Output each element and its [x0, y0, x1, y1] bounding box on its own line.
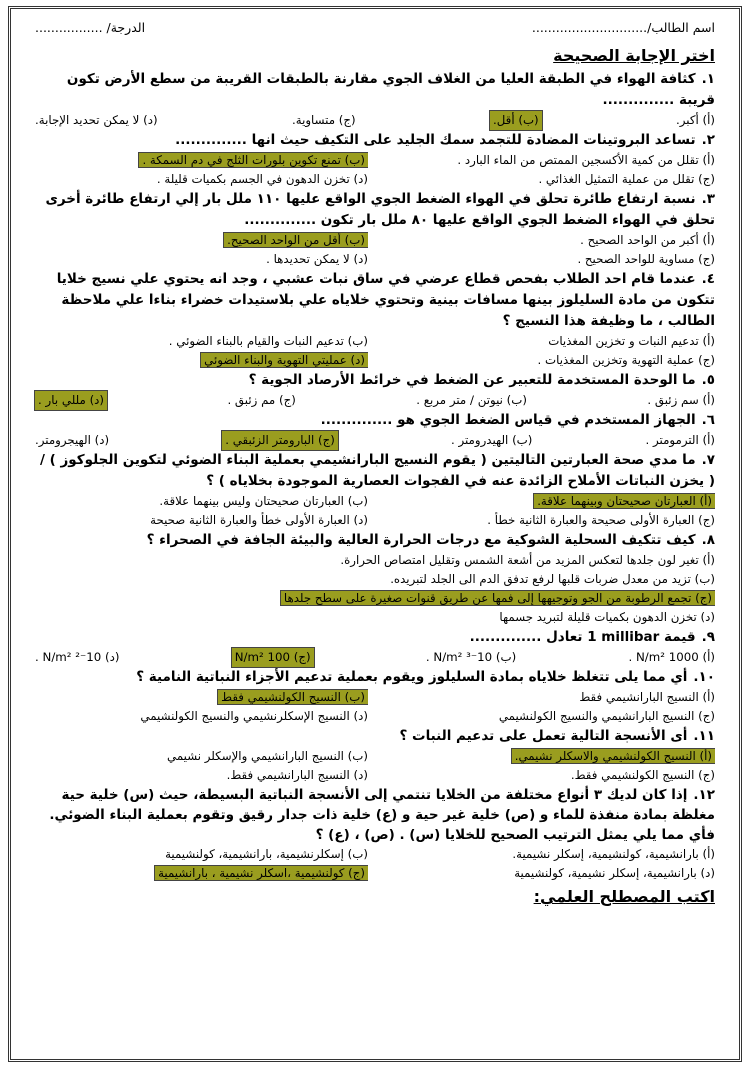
option-c[interactable]: (ج) النسيج البارانشيمي والنسيج الكولنشيمي [498, 709, 715, 723]
option-a[interactable]: (أ) أكبر من الواحد الصحيح . [580, 233, 715, 247]
question-5 [35, 370, 715, 410]
grade-field[interactable]: الدرجة/ ................. [35, 19, 146, 35]
option-a[interactable]: (أ) تغير لون جلدها لتعكس المزيد من أشعة الشمس وتقليل امتصاص الحرارة. [340, 553, 715, 567]
question-1 [35, 69, 715, 130]
question-text-before: قيمة [664, 629, 696, 645]
option-d[interactable]: (د) لا يمكن تحديدها . [266, 252, 368, 266]
question-number: ١٢. [693, 787, 715, 803]
student-name-field[interactable]: اسم الطالب/............................. [531, 19, 715, 35]
option-c[interactable]: (ج) العبارة الأولى صحيحة والعبارة الثانية خطأ . [487, 513, 715, 527]
section-title-terms: اكتب المصطلح العلمي: [533, 887, 715, 906]
option-c-answer[interactable]: (ج) كولنشيمية ،اسكلر نشيمية ، بارانشيمية [155, 866, 368, 880]
question-7 [35, 450, 715, 530]
question-11 [35, 726, 715, 785]
question-number: ٤. [701, 271, 715, 287]
question-text: تساعد البروتينات المضادة للتجمد سمك الجليد على التكيف حيث انها .............. [175, 132, 696, 148]
question-number: ٦. [701, 412, 715, 428]
option-a[interactable]: (أ) النسيج البارانشيمي فقط [579, 690, 715, 704]
question-text: كثافة الهواء في الطبقة العليا من الغلاف الجوي مقارنة بالطبقات القريبة من سطع الأرض تكون قريبة .............. [66, 71, 715, 108]
option-d[interactable]: (د) 10⁻² N/m² . [35, 650, 120, 664]
option-d-answer[interactable]: (د) عمليتي التهوية والبناء الضوئي [201, 353, 368, 367]
question-text: نسبة ارتفاع طائرة تحلق في الهواء الضغط الجوي الواقع عليها ١١٠ ملل بار إلي ارتفاع طائرة أخرى تحلق في الهواء الضغط الجوي الواقع عليها ٨٠ ملل بار تكون .............. [45, 191, 715, 228]
question-number: ١. [701, 71, 715, 87]
question-text: إذا كان لديك ٣ أنواع مختلفة من الخلايا تنتمي إلى الأنسجة النباتية البسيطة، حيث (س) خلية حية مغلظة بمادة منفذة للماء و (ص) خلية غير حية و (ع) خلية ذات جدار رقيق وتقوم بعملية البناء الضوئي. فأي مما يلي يمثل الترتيب الصحيح للخلايا (س) . (ص) ، (ع) ؟ [49, 787, 715, 843]
option-c[interactable]: (ج) مم زئبق . [227, 393, 296, 407]
question-text: عندما قام احد الطلاب بفحص قطاع عرضي في ساق نبات عشبي ، وجد انه يحتوي علي نسيج خلايا تتكون من مادة السليلوز بينها مسافات بينية وتحتوي خلاياه علي بلاستيدات خضراء بناءا علي ملاحظة الطالب ، ما وظيفة هذا النسيج ؟ [56, 271, 715, 329]
question-number: ٩. [701, 629, 715, 645]
question-8 [35, 530, 715, 627]
option-d[interactable]: (د) النسيج البارانشيمي فقط. [226, 768, 368, 782]
option-a[interactable]: (أ) تدعيم النبات و تخزين المغذيات [548, 334, 715, 348]
option-c-answer[interactable]: (ج) البارومتر الزئبقي . [222, 431, 338, 450]
option-c[interactable]: (ج) النسيج الكولنشيمي فقط. [570, 768, 715, 782]
question-text: كيف تتكيف السحلية الشوكية مع درجات الحرارة العالية والبيئة الجافة في الصحراء ؟ [146, 532, 696, 548]
option-b-answer[interactable]: (ب) النسيج الكولنشيمي فقط [218, 690, 368, 704]
option-b[interactable]: (ب) العبارتان صحيحتان وليس بينهما علاقة. [159, 494, 368, 508]
question-text: أى الأنسجة التالية تعمل على تدعيم النبات ؟ [399, 728, 688, 744]
option-c[interactable]: (ج) تقلل من عملية التمثيل الغذائي . [538, 172, 715, 186]
option-a[interactable]: (أ) تقلل من كمية الأكسجين الممتص من الماء البارد . [457, 153, 715, 167]
section-title-choose: اختر الإجابة الصحيحة [553, 46, 715, 65]
question-unit: 1 millibar [587, 629, 660, 645]
option-b[interactable]: (ب) الهيدرومتر . [450, 433, 533, 447]
question-number: ٢. [701, 132, 715, 148]
question-number: ٧. [701, 452, 715, 468]
option-b-answer[interactable]: (ب) أقل. [490, 111, 542, 130]
option-b-answer[interactable]: (ب) تمنع تكوين بلورات الثلج في دم السمكة . [139, 153, 368, 167]
option-b[interactable]: (ب) نيوتن / متر مربع . [416, 393, 527, 407]
option-a[interactable]: (أ) سم زئبق . [647, 393, 715, 407]
question-4 [35, 269, 715, 370]
question-2 [35, 130, 715, 189]
option-b[interactable]: (ب) إسكلرنشيمية، بارانشيمية، كولنشيمية [165, 847, 368, 861]
option-d[interactable]: (د) لا يمكن تحديد الإجابة. [35, 113, 158, 127]
option-a[interactable]: (أ) 1000 N/m² . [628, 650, 715, 664]
question-text-after: تعادل .............. [469, 629, 583, 645]
question-3 [35, 189, 715, 269]
header [35, 15, 715, 39]
option-a[interactable]: (أ) بارانشيمية، كولنشيمية، إسكلر نشيمية. [512, 847, 715, 861]
option-b[interactable]: (ب) 10⁻³ N/m² . [425, 650, 517, 664]
option-b-answer[interactable]: (ب) أقل من الواحد الصحيح. [224, 233, 368, 247]
option-c[interactable]: (ج) عملية التهوية وتخزين المغذيات . [537, 353, 715, 367]
option-d[interactable]: (د) تخزن الدهون في الجسم بكميات قليلة . [156, 172, 368, 186]
question-number: ١٠. [693, 669, 715, 685]
exam-page [8, 6, 742, 1062]
option-b[interactable]: (ب) النسيج البارانشيمي والإسكلر نشيمي [167, 749, 368, 763]
option-a[interactable]: (أ) أكبر. [676, 113, 715, 127]
option-c[interactable]: (ج) متساوية. [292, 113, 356, 127]
question-text: ما الوحدة المستخدمة للتعبير عن الضغط في خرائط الأرصاد الجوية ؟ [248, 372, 696, 388]
option-a-answer[interactable]: (أ) العبارتان صحيحتان وبينهما علاقة. [534, 494, 715, 508]
option-c[interactable]: (ج) مساوية للواحد الصحيح . [577, 252, 715, 266]
question-text: ما مدي صحة العبارتين التاليتين ( يقوم النسيج البارانشيمي بعملية البناء الضوئي لتكوين الجلوكوز ) / ( يخزن النباتات الأملاح الزائدة عنه في الفجوات العصارية الموجودة بخلاياه ) ؟ [40, 452, 715, 489]
question-number: ١١. [693, 728, 715, 744]
question-9 [35, 627, 715, 667]
question-number: ٣. [701, 191, 715, 207]
question-number: ٥. [701, 372, 715, 388]
option-b[interactable]: (ب) تدعيم النبات والقيام بالبناء الضوئي . [168, 334, 368, 348]
option-c-answer[interactable]: (ج) 100 N/m² [232, 648, 314, 667]
question-10 [35, 667, 715, 726]
option-d-answer[interactable]: (د) مللي بار . [35, 391, 107, 410]
question-6 [35, 410, 715, 450]
option-d[interactable]: (د) العبارة الأولى خطأ والعبارة الثانية صحيحة [150, 513, 368, 527]
option-c-answer[interactable]: (ج) تجمع الرطوبة من الجو وتوجيهها إلى فمها عن طريق قنوات صغيرة على سطح جلدها [281, 591, 715, 605]
option-a[interactable]: (أ) الترمومتر . [645, 433, 715, 447]
question-12 [35, 785, 715, 883]
option-a-answer[interactable]: (أ) النسيج الكولنشيمي والاسكلر نشيمي. [512, 749, 715, 763]
question-number: ٨. [701, 532, 715, 548]
option-d[interactable]: (د) تخزن الدهون بكميات قليلة لتبريد جسمها [499, 610, 715, 624]
option-b[interactable]: (ب) تزيد من معدل ضربات قلبها لرفع تدفق الدم الى الجلد لتبريده. [390, 572, 715, 586]
option-d[interactable]: (د) الهيجرومتر. [35, 433, 110, 447]
question-text: الجهاز المستخدم في قياس الضغط الجوي هو .............. [320, 412, 696, 428]
question-text: أي مما يلى تتغلظ خلاياه بمادة السليلوز ويقوم بعملية تدعيم الأجزاء النباتية النامية ؟ [136, 669, 688, 685]
option-d[interactable]: (د) بارانشيمية، إسكلر نشيمية، كولنشيمية [514, 866, 715, 880]
option-d[interactable]: (د) النسيج الإسكلرنشيمي والنسيج الكولنشيمي [140, 709, 368, 723]
